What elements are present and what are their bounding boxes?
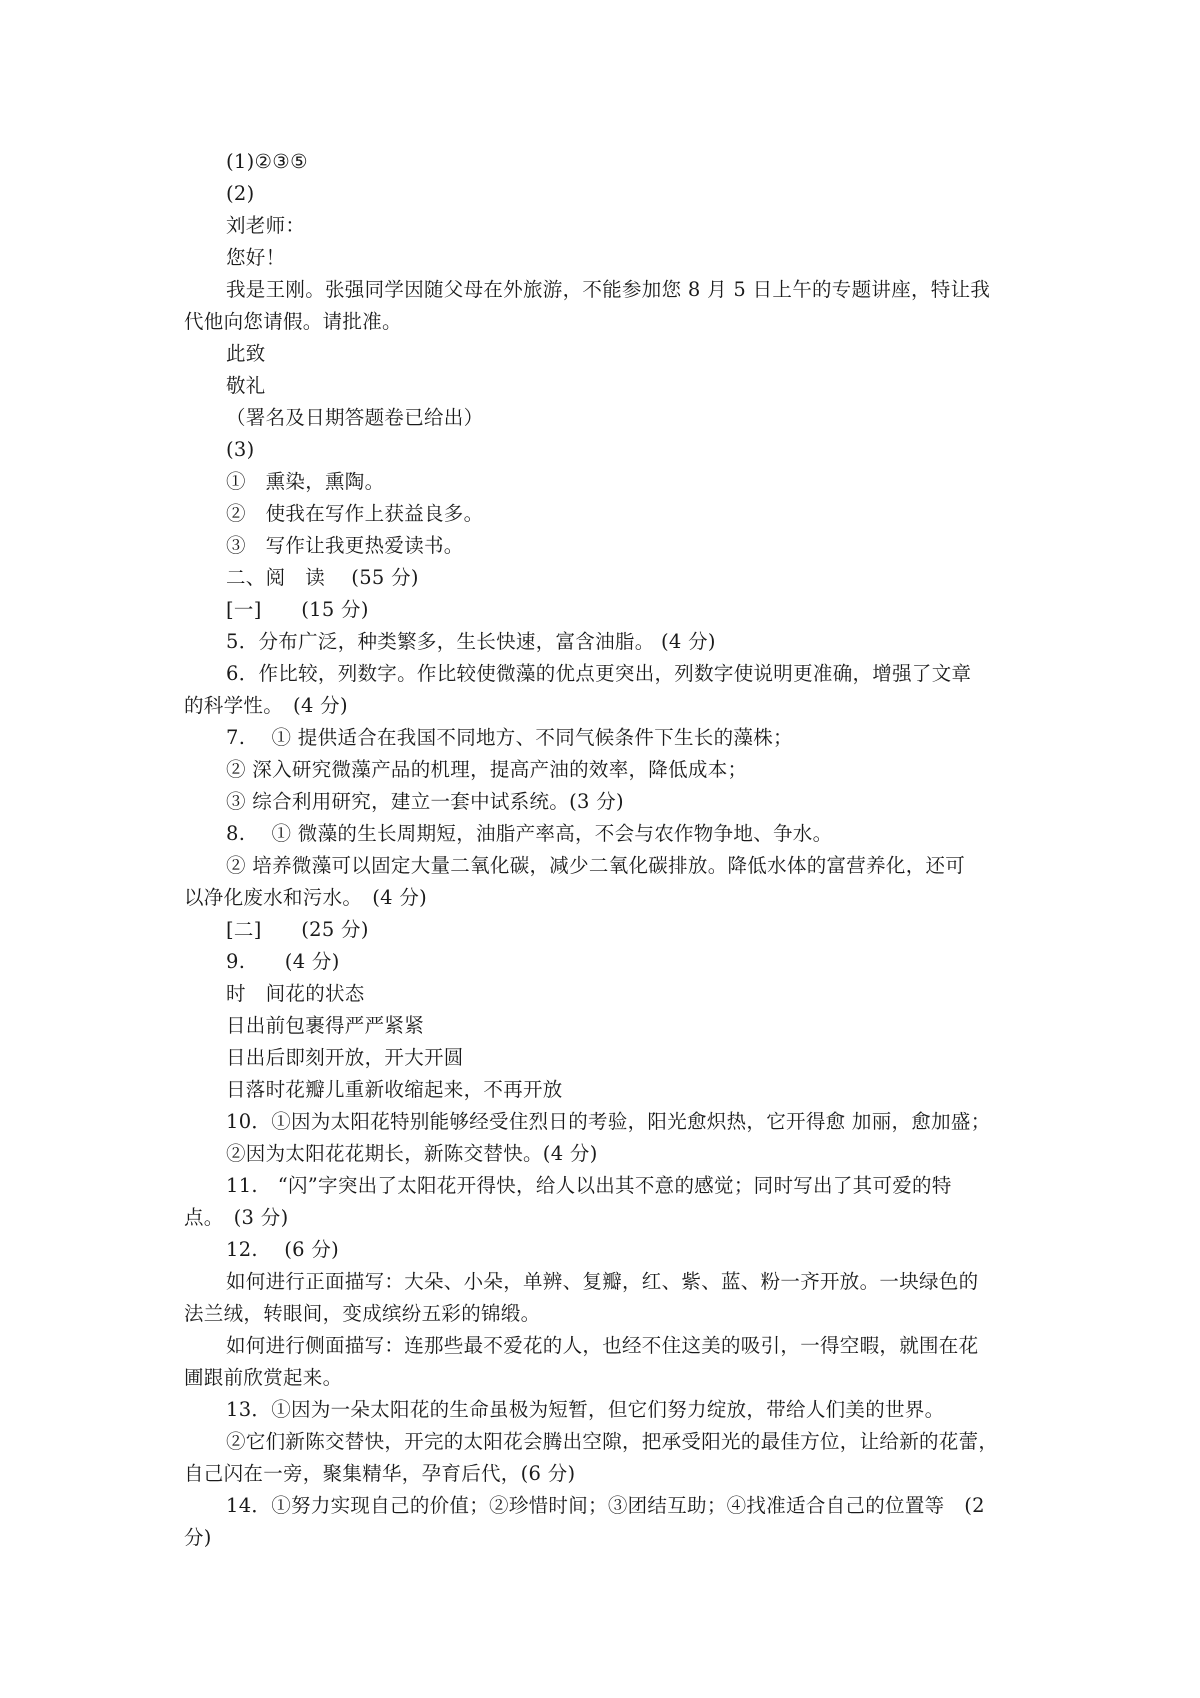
letter-greeting: 您好！ — [226, 246, 286, 269]
answer-line: 14．①努力实现自己的价值；②珍惜时间；③团结互助；④找准适合自己的位置等 (2 — [226, 1494, 985, 1517]
answer-line: ③ 综合利用研究，建立一套中试系统。(3 分) — [226, 790, 624, 813]
answer-line: 分) — [184, 1526, 212, 1549]
subsection-heading: [二] (25 分) — [226, 918, 369, 941]
answer-document — [184, 146, 1030, 1554]
answer-line: ②因为太阳花花期长，新陈交替快。(4 分) — [226, 1142, 598, 1165]
text-line: (1)②③⑤ — [226, 150, 308, 173]
answer-line: 13．①因为一朵太阳花的生命虽极为短暂，但它们努力绽放，带给人们美的世界。 — [226, 1398, 945, 1421]
letter-closing: 敬礼 — [226, 374, 266, 397]
letter-closing: 此致 — [226, 342, 266, 365]
answer-line: ②它们新陈交替快，开完的太阳花会腾出空隙，把承受阳光的最佳方位，让给新的花蕾， — [226, 1430, 999, 1453]
answer-line: 的科学性。 (4 分) — [184, 694, 348, 717]
table-row-line: 日落时花瓣儿重新收缩起来，不再开放 — [226, 1078, 563, 1101]
answer-line: 5．分布广泛，种类繁多，生长快速，富含油脂。 (4 分) — [226, 630, 716, 653]
answer-line: 8. ① 微藻的生长周期短，油脂产率高，不会与农作物争地、争水。 — [226, 822, 833, 845]
text-line: (2) — [226, 182, 255, 205]
answer-line: 法兰绒，转眼间，变成缤纷五彩的锦缎。 — [184, 1302, 541, 1325]
text-line: ② 使我在写作上获益良多。 — [226, 502, 484, 525]
answer-line: 圃跟前欣赏起来。 — [184, 1366, 343, 1389]
answer-line: 10．①因为太阳花特别能够经受住烈日的考验，阳光愈炽热，它开得愈 加丽，愈加盛； — [226, 1110, 991, 1133]
text-line: （署名及日期答题卷已给出） — [226, 406, 484, 429]
subsection-heading: [一] (15 分) — [226, 598, 369, 621]
letter-body-line: 代他向您请假。请批准。 — [184, 310, 402, 333]
letter-salutation: 刘老师： — [226, 214, 306, 237]
text-line: ③ 写作让我更热爱读书。 — [226, 534, 464, 557]
answer-line: 如何进行侧面描写：连那些最不爱花的人，也经不住这美的吸引，一得空暇，就围在花 — [226, 1334, 979, 1357]
answer-line: ② 深入研究微藻产品的机理，提高产油的效率，降低成本； — [226, 758, 748, 781]
answer-line: 12. (6 分) — [226, 1238, 340, 1261]
table-row-line: 日出后即刻开放，开大开圆 — [226, 1046, 464, 1069]
section-heading: 二、阅 读 (55 分) — [226, 566, 419, 589]
answer-line: 自己闪在一旁，聚集精华，孕育后代，(6 分) — [184, 1462, 576, 1485]
answer-line: 7. ① 提供适合在我国不同地方、不同气候条件下生长的藻株； — [226, 726, 793, 749]
answer-line: ② 培养微藻可以固定大量二氧化碳，减少二氧化碳排放。降低水体的富营养化，还可 — [226, 854, 966, 877]
letter-body-line: 我是王刚。张强同学因随父母在外旅游，不能参加您 8 月 5 日上午的专题讲座，特让我 — [226, 278, 991, 301]
table-header-line: 时 间花的状态 — [226, 982, 365, 1005]
answer-line: 以净化废水和污水。 (4 分) — [184, 886, 428, 909]
answer-line: 6．作比较，列数字。作比较使微藻的优点更突出，列数字使说明更准确，增强了文章 — [226, 662, 972, 685]
text-line: ① 熏染，熏陶。 — [226, 470, 385, 493]
answer-line: 点。 (3 分) — [184, 1206, 289, 1229]
text-line: (3) — [226, 438, 255, 461]
answer-line: 如何进行正面描写：大朵、小朵，单辨、复瓣，红、紫、蓝、粉一齐开放。一块绿色的 — [226, 1270, 979, 1293]
answer-line: 11. “闪”字突出了太阳花开得快，给人以出其不意的感觉；同时写出了其可爱的特 — [226, 1174, 952, 1197]
table-row-line: 日出前包裹得严严紧紧 — [226, 1014, 425, 1037]
answer-line: 9. (4 分) — [226, 950, 340, 973]
